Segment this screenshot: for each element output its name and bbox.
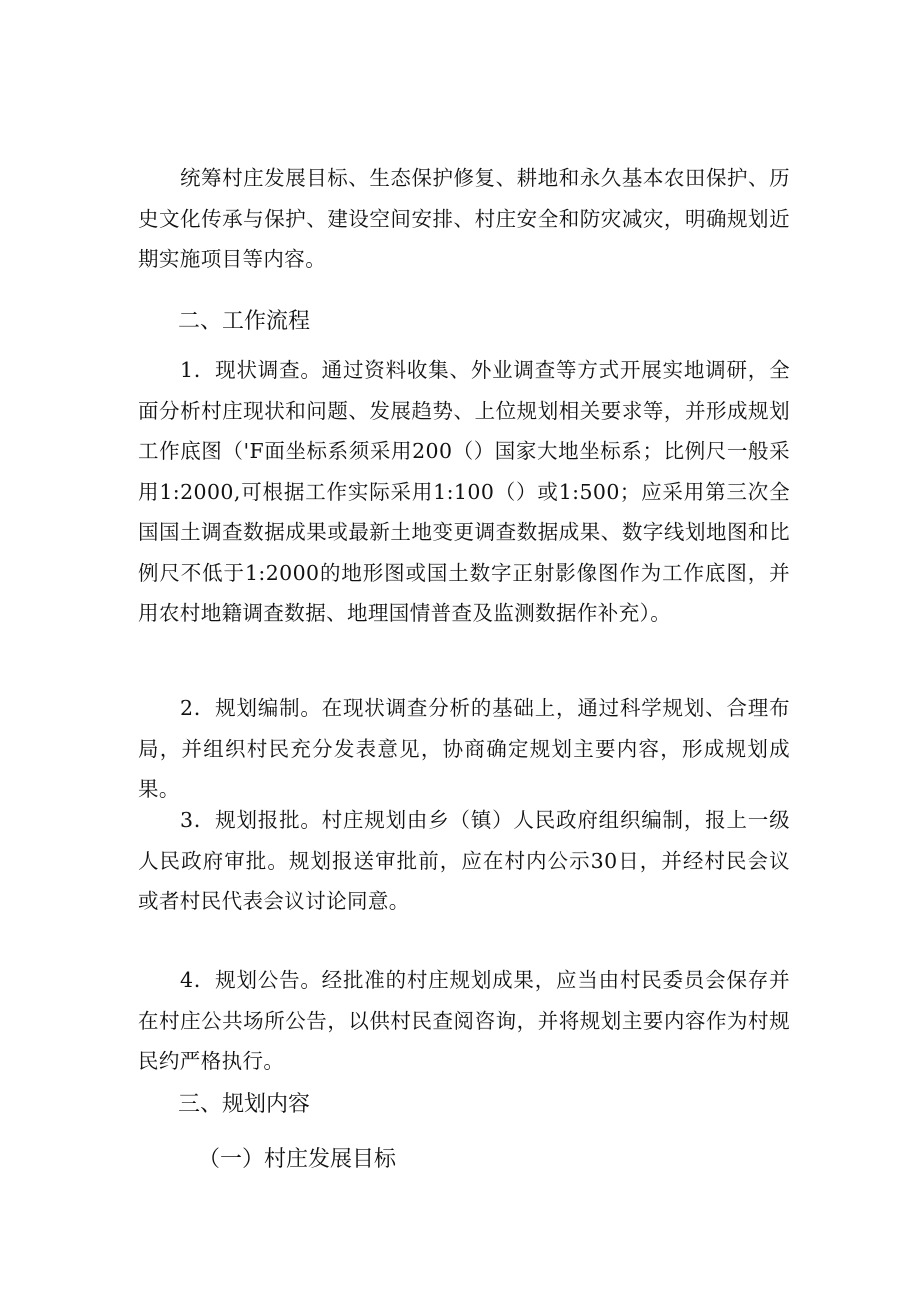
section-heading-workflow: 二、工作流程 [178, 309, 311, 334]
step-4-announcement-paragraph: 4．规划公告。经批准的村庄规划成果，应当由村民委员会保存并在村庄公共场所公告，以供村民查阅咨询，并将规划主要内容作为村规民约严格执行。 [138, 968, 790, 1073]
step-1-survey-paragraph: 1．现状调查。通过资料收集、外业调查等方式开展实地调研，全面分析村庄现状和问题、发展趋势、上位规划相关要求等，并形成规划工作底图（'F面坐标系须采用200（）国家大地坐标系；比例尺一般采用1:2000,可根据工作实际采用1:100（）或1:500；应采用第三次全国国土调查数据成果或最新土地变更调查数据成果、数字线划地图和比例尺不低于1:2000的地形图或国土数字正射影像图作为工作底图，并用农村地籍调査数据、地理国情普查及监测数据作补充）。 [138, 358, 790, 625]
step-3-approval-paragraph: 3．规划报批。村庄规划由乡（镇）人民政府组织编制，报上一级人民政府审批。规划报送审批前，应在村内公示30日，并经村民会议或者村民代表会议讨论同意。 [138, 808, 790, 913]
step-2-compilation-paragraph: 2．规划编制。在现状调查分析的基础上，通过科学规划、合理布局，并组织村民充分发表意见，协商确定规划主要内容，形成规划成果。 [138, 696, 790, 801]
subsection-heading-village-goals: （一）村庄发展目标 [198, 1147, 397, 1172]
intro-paragraph: 统筹村庄发展目标、生态保护修复、耕地和永久基本农田保护、历史文化传承与保护、建设空间安排、村庄安全和防灾减灾，明确规划近期实施项目等内容。 [138, 166, 790, 271]
section-heading-planning-content: 三、规划内容 [178, 1092, 311, 1117]
